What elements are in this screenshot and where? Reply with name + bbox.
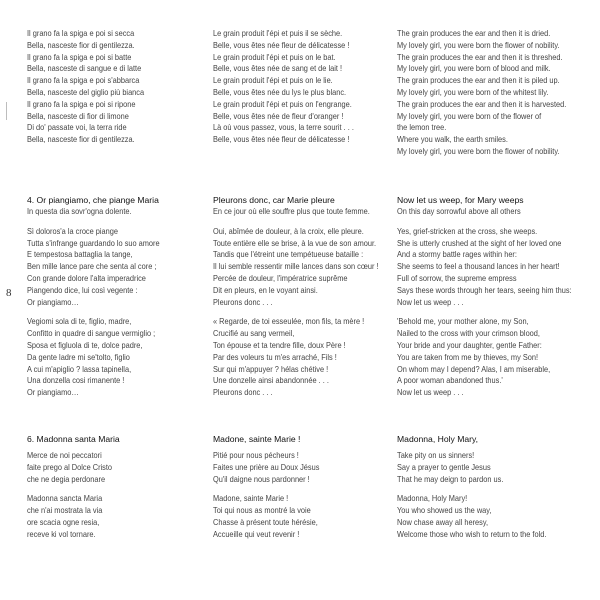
song-1-french: [213, 28, 393, 146]
lyric-line: Sur qui m'appuyer ? hélas chétive !: [213, 363, 329, 374]
lyric-line: Faites une prière au Doux Jésus: [213, 461, 320, 472]
lyric-line: Percée de douleur, l'impératrice suprême: [213, 272, 348, 283]
lyric-line: A poor woman abandoned thus.': [397, 375, 503, 386]
lyric-line: receve ki vol tornare.: [27, 528, 96, 539]
lyric-line: Welcome those who wish to return to the fold.: [397, 528, 547, 539]
stanza: [397, 316, 577, 399]
lyric-line: Belle, vous êtes née du lys le plus blanc.: [213, 86, 347, 97]
stanza: [27, 316, 207, 399]
lyric-line: E tempestosa battaglia la tange,: [27, 249, 133, 260]
lyric-line: Now let us weep . . .: [397, 296, 464, 307]
lyric-line: Ben mille lance pare che senta al core ;: [27, 261, 157, 272]
stanza: [213, 28, 393, 146]
song-subtitle: On this day sorrowful above all others: [397, 206, 521, 216]
lyric-line: Le grain produit l'épi et puis il se sèche.: [213, 28, 343, 38]
stanza: [213, 493, 393, 540]
lyric-line: Merce de noi peccatori: [27, 450, 102, 460]
lyric-line: Nailed to the cross with your crimson blood,: [397, 328, 540, 339]
lyric-line: Une donzelle ainsi abandonnée . . .: [213, 375, 329, 386]
lyric-line: Par des voleurs tu m'es arraché, Fils !: [213, 351, 337, 362]
lyric-line: che n'ai mostrata la via: [27, 505, 103, 516]
stanza: [27, 28, 207, 146]
lyric-line: Oui, abîmée de douleur, à la croix, elle pleure.: [213, 225, 364, 236]
lyric-line: Una donzella cosi rimanente !: [27, 375, 125, 386]
lyric-line: Take pity on us sinners!: [397, 450, 475, 460]
lyric-line: Il grano fa la spiga e poi s'abbarca: [27, 75, 140, 86]
song-6-english: [397, 434, 577, 541]
stanza: [27, 450, 207, 485]
lyric-line: Di do' passate voi, la terra ride: [27, 122, 127, 133]
stanza: [27, 226, 207, 309]
stanza: [213, 316, 393, 399]
lyric-line: Full of sorrow, the supreme empress: [397, 272, 517, 283]
song-heading: 6. Madonna santa Maria: [27, 434, 120, 444]
lyric-line: My lovely girl, you were born of blood and milk.: [397, 63, 551, 74]
lyric-line: Ton épouse et ta tendre fille, doux Père !: [213, 339, 346, 350]
lyric-line: She seems to feel a thousand lances in her heart!: [397, 261, 560, 272]
lyric-line: Belle, vous êtes née de fleur d'oranger !: [213, 110, 344, 121]
song-subtitle: In questa dia sovr'ogna dolente.: [27, 206, 132, 216]
lyric-line: Pleurons donc . . .: [213, 387, 273, 398]
lyric-line: Says these words through her tears, seeing him thus:: [397, 284, 572, 295]
lyric-line: Bella, nasceste di fior di limone: [27, 110, 129, 121]
lyric-line: Pitié pour nous pécheurs !: [213, 450, 299, 460]
stanza: [27, 493, 207, 540]
lyric-line: Or piangiamo…: [27, 387, 79, 398]
lyric-line: Tandis que l'étreint une tempétueuse bataille :: [213, 249, 364, 260]
lyric-line: Toute entière elle se brise, à la vue de son amour.: [213, 237, 377, 248]
lyric-line: Il lui semble ressentir mille lances dans son cœur !: [213, 261, 379, 272]
stanza: [397, 493, 577, 540]
lyric-line: My lovely girl, you were born of the flower of: [397, 110, 542, 121]
lyric-line: Now let us weep . . .: [397, 387, 464, 398]
lyric-line: Crucifié au sang vermeil,: [213, 328, 295, 339]
lyric-line: And a stormy battle rages within her:: [397, 249, 517, 260]
lyric-line: Le grain produit l'épi et puis on le lie.: [213, 75, 333, 86]
lyric-line: On whom may I depend? Alas, I am miserable,: [397, 363, 551, 374]
lyric-line: Belle, vous êtes née fleur de délicatesse !: [213, 134, 350, 145]
lyric-line: Your bride and your daughter, gentle Father:: [397, 339, 542, 350]
lyric-line: Where you walk, the earth smiles.: [397, 134, 508, 145]
stanza: [397, 28, 577, 158]
spine-mark: [6, 102, 7, 120]
lyric-line: The grain produces the ear and then it is dried.: [397, 28, 551, 38]
lyric-line: « Regarde, de toi esseulée, mon fils, ta mère !: [213, 316, 365, 327]
stanza: [397, 450, 577, 485]
lyric-line: Piangendo dice, lui così vegente :: [27, 284, 138, 295]
lyric-line: Or piangiamo…: [27, 296, 79, 307]
lyric-line: Dit en pleurs, en le voyant ainsi.: [213, 284, 318, 295]
song-6-french: [213, 434, 393, 541]
lyric-line: Chasse à présent toute hérésie,: [213, 516, 318, 527]
song-heading: Now let us weep, for Mary weeps: [397, 195, 524, 205]
lyric-line: Belle, vous êtes née de sang et de lait !: [213, 63, 343, 74]
lyric-line: the lemon tree.: [397, 122, 447, 133]
lyric-line: Accueille qui veut revenir !: [213, 528, 300, 539]
lyric-line: Madonna sancta Maria: [27, 493, 103, 504]
stanza: [213, 450, 393, 485]
lyric-line: Il grano fa la spiga e poi si secca: [27, 28, 135, 38]
lyric-line: Confitto in quadre di sangue vermiglio ;: [27, 328, 156, 339]
lyric-line: Qu'il daigne nous pardonner !: [213, 473, 310, 484]
lyric-line: Bella, nasceste di sangue e di latte: [27, 63, 142, 74]
lyric-line: Now chase away all heresy,: [397, 516, 489, 527]
song-heading: Pleurons donc, car Marie pleure: [213, 195, 335, 205]
lyric-line: Il grano fa la spiga e poi si batte: [27, 51, 132, 62]
lyric-line: Madonna, Holy Mary!: [397, 493, 468, 504]
song-heading: Madonna, Holy Mary,: [397, 434, 479, 444]
lyric-line: Tutta s'infrange guardando lo suo amore: [27, 237, 160, 248]
lyric-line: Il grano fa la spiga e poi si ripone: [27, 98, 136, 109]
page-number: 8: [6, 287, 12, 299]
lyric-line: That he may deign to pardon us.: [397, 473, 504, 484]
lyric-line: Yes, grief-stricken at the cross, she weeps.: [397, 225, 538, 236]
song-subtitle: En ce jour où elle souffre plus que toute femme.: [213, 206, 370, 216]
lyric-line: Vegiomi sola di te, figlio, madre,: [27, 316, 132, 327]
lyric-line: The grain produces the ear and then it is threshed.: [397, 51, 563, 62]
stanza: [397, 226, 577, 309]
lyric-line: Là où vous passez, vous, la terre sourit . . .: [213, 122, 354, 133]
lyric-line: Belle, vous êtes née fleur de délicatesse !: [213, 39, 350, 50]
song-4-italian: [27, 195, 207, 399]
lyric-line: She is utterly crushed at the sight of her loved one: [397, 237, 562, 248]
lyric-line: 'Behold me, your mother alone, my Son,: [397, 316, 529, 327]
song-4-english: [397, 195, 577, 399]
lyric-line: Madone, sainte Marie !: [213, 493, 289, 504]
lyric-line: Con grande dolore l'alta imperadrice: [27, 272, 146, 283]
lyric-line: Da gente ladre mi se'tolto, figlio: [27, 351, 130, 362]
lyric-line: Sposa et figluola di te, dolce padre,: [27, 339, 143, 350]
lyric-line: My lovely girl, you were born the flower of nobility.: [397, 145, 560, 156]
song-heading: Madone, sainte Marie !: [213, 434, 301, 444]
lyric-line: You who showed us the way,: [397, 505, 492, 516]
lyric-line: Toi qui nous as montré la voie: [213, 505, 311, 516]
lyric-line: Bella, nasceste fior di gentilezza.: [27, 134, 135, 145]
lyric-line: My lovely girl, you were born the flower of nobility.: [397, 39, 560, 50]
lyric-line: My lovely girl, you were born of the whitest lily.: [397, 86, 549, 97]
lyric-line: ore scacia ogne resia,: [27, 516, 100, 527]
song-1-italian: [27, 28, 207, 146]
lyric-line: Pleurons donc . . .: [213, 296, 273, 307]
lyric-line: che ne degia perdonare: [27, 473, 106, 484]
song-4-french: [213, 195, 393, 399]
lyric-line: The grain produces the ear and then it is harvested.: [397, 98, 567, 109]
song-heading: 4. Or piangiamo, che piange Maria: [27, 195, 159, 205]
lyric-line: faite prego al Dolce Cristo: [27, 461, 113, 472]
lyric-line: Say a prayer to gentle Jesus: [397, 461, 491, 472]
lyric-line: Bella, nasceste fior di gentilezza.: [27, 39, 135, 50]
song-6-italian: [27, 434, 207, 541]
lyric-line: Le grain produit l'épi et puis on le bat.: [213, 51, 336, 62]
stanza: [213, 226, 393, 309]
lyric-line: You are taken from me by thieves, my Son!: [397, 351, 539, 362]
lyric-line: Bella, nasceste del giglio più bianca: [27, 86, 145, 97]
lyric-line: Sì doloros'a la croce piange: [27, 225, 118, 236]
lyric-line: A cui m'apiglio ? lassa tapinella,: [27, 363, 132, 374]
lyric-line: The grain produces the ear and then it is piled up.: [397, 75, 560, 86]
lyric-line: Le grain produit l'épi et puis on l'engrange.: [213, 98, 352, 109]
song-1-english: [397, 28, 577, 158]
